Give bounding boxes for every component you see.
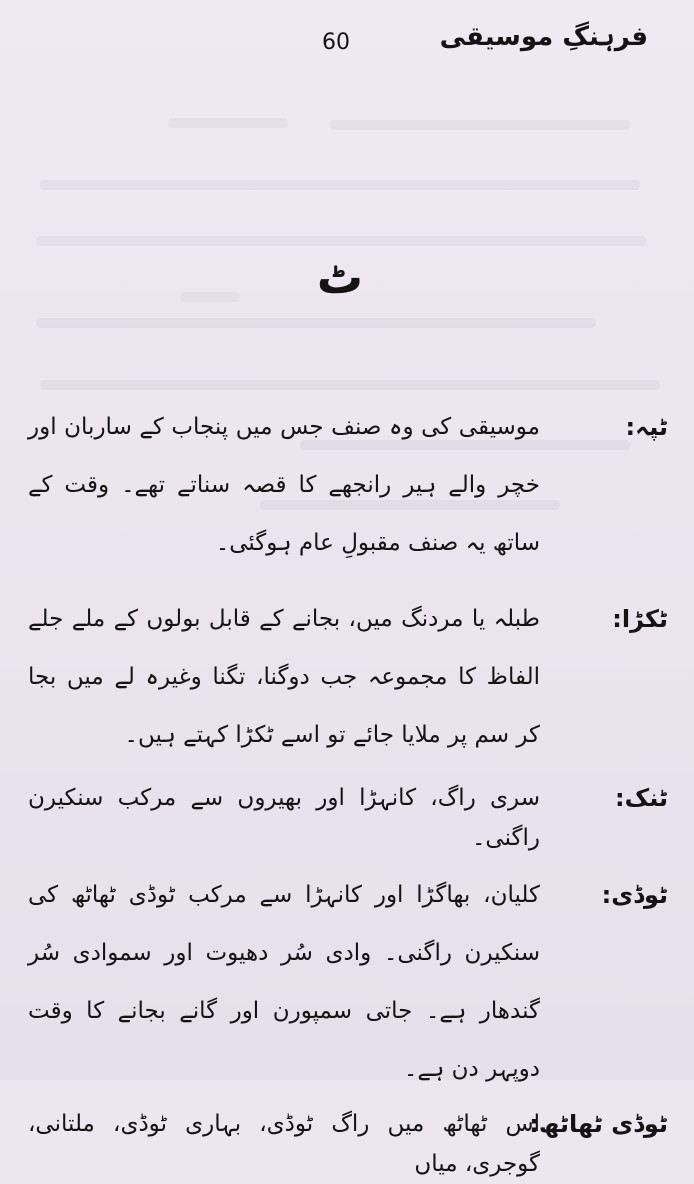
entry-term: ٹوڈی ٹھاٹھ: (529, 1110, 668, 1138)
entry-definition: موسیقی کی وہ صنف جس میں پنجاب کے ساربان اور خچر والے ہیر رانجھے کا قصہ سناتے تھے۔ وقت کے ساتھ یہ صنف مقبولِ عام ہوگئی۔ (28, 414, 540, 556)
entry-term: ٹکڑا: (612, 605, 668, 633)
entry-tunk (28, 778, 668, 858)
entry-todi (28, 866, 668, 1098)
dictionary-entries (28, 398, 668, 1184)
entry-definition: کلیان، بھاگڑا اور کانہڑا سے مرکب ٹوڈی ٹھاٹھ کی سنکیرن راگنی۔ وادی سُر دھیوت اور سموادی سُر گندھار ہے۔ جاتی سمپورن اور گانے بجانے کا وقت دوپہر دن ہے۔ (28, 882, 540, 1082)
section-letter-heading: ٹ (316, 250, 364, 304)
entry-definition: طبلہ یا مردنگ میں، بجانے کے قابل بولوں کے ملے جلے الفاظ کا مجموعہ جب دوگنا، تگنا وغیرہ لے میں بجا کر سم پر ملایا جائے تو اسے ٹکڑا کہتے ہیں۔ (28, 606, 540, 748)
entry-tukra (28, 590, 668, 764)
page-number: 60 (322, 30, 350, 55)
entry-definition: اس ٹھاٹھ میں راگ ٹوڈی، بہاری ٹوڈی، ملتانی، گوجری، میاں (28, 1111, 540, 1177)
entry-term: ٹپہ: (625, 413, 668, 441)
entry-todi-thaat (28, 1104, 668, 1184)
entry-tappa (28, 398, 668, 572)
entry-term: ٹنک: (615, 784, 668, 812)
running-header-title: فرہنگِ موسیقی (439, 22, 648, 52)
entry-definition: سری راگ، کانہڑا اور بھیروں سے مرکب سنکیرن راگنی۔ (28, 785, 540, 851)
entry-term: ٹوڈی: (601, 881, 668, 909)
